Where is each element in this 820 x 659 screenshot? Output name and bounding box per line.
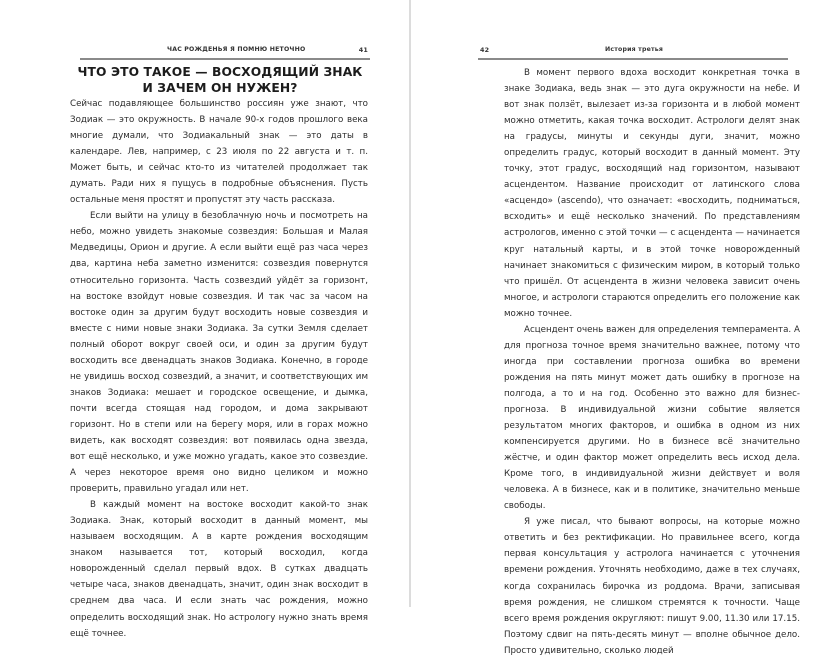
body-text	[70, 96, 368, 642]
page-number: 41	[358, 46, 368, 54]
paragraph: В момент первого вдоха восходит конкретная точка в знаке Зодиака, ведь знак — это дуга окружности на небе. И вот знак ползёт, вылезает из-за горизонта и в любой момент можно отметить, какая точка восходит. Астрологи делят знак на градусы, минуты и секунды дуги, значит, можно определить градус, который восходит в данный момент. Эту точку, этот градус, восходящий над горизонтом, называют асцендентом. Название происходит от латинского слова «асцендо» (ascendo), что означает: «восходить, подниматься, всходить» и ещё несколько значений. По представлениям астрологов, именно с этой точки — с асцендента — начинается круг натальный карты, и в этой точке новорожденный начинает знакомиться с физическим миром, в который только что пришёл. От асцендента в жизни человека зависит очень многое, и астрологи стараются определить его положение как можно точнее.	[504, 68, 800, 319]
left-page	[40, 0, 380, 639]
header-rule	[478, 58, 788, 60]
right-page	[480, 0, 820, 656]
paragraph: Сейчас подавляющее большинство россиян уже знают, что Зодиак — это окружность. В начале 90-х годов прошлого века многие думали, что Зодиакальный знак — это даты в календаре. Лев, например, с 23 июля по 22 августа и т. п. Может быть, и сейчас кто-то из читателей продолжает так думать. Ради них я пущусь в подробные объяснения. Пусть остальные меня простят и пропустят эту часть рассказа.	[70, 99, 368, 206]
running-header	[72, 46, 368, 56]
paragraph: Если выйти на улицу в безоблачную ночь и посмотреть на небо, можно увидеть знакомые созвездия: Большая и Малая Медведицы, Орион и другие. А если выйти ещё раз часа через два, картина неба заметно изменится: созвездия повернутся относительно горизонта. Часть созвездий уйдёт за горизонт, на востоке взойдут новые созвездия. И так час за часом на востоке один за другим будут восходить новые созвездия и вместе с ними новые знаки Зодиака. За сутки Земля сделает полный оборот вокруг своей оси, и один за другим будут восходить все двенадцать знаков Зодиака. Конечно, в городе не увидишь восход созвездий, а значит, и соответствующих им знаков Зодиака: мешает и городское освещение, и дымка, почти всегда стоящая над городом, и дома закрывают горизонт. Но в степи или на берегу моря, или в горах можно видеть, как восходят созвездия: вот появилась одна звезда, вот ещё несколько, и уже можно угадать, какое это созвездие. А через некоторое время оно видно целиком и можно проверить, правильно угадал или нет.	[70, 211, 368, 495]
running-head-title: История третья	[605, 46, 664, 53]
page-number: 42	[480, 46, 490, 54]
paragraph: Я уже писал, что бывают вопросы, на которые можно ответить и без ректификации. Но правильнее всего, когда первая консультация у астролога начинается с уточнения времени рождения. Уточнять необходимо, даже в тех случаях, когда сохранилась бирочка из роддома. Врачи, записывая время рождения, не слишком стремятся к точности. Чаще всего время рождения округляют: пишут 9.00, 11.30 или 17.15. Поэтому сдвиг на пять-десять минут — вполне обычное дело. Просто удивительно, сколько людей	[504, 517, 800, 656]
body-text	[504, 65, 800, 659]
paragraph: Асцендент очень важен для определения темперамента. А для прогноза точное время значительно важнее, потому что иногда при составлении прогноза ошибка во времени рождения на пять минут может дать ошибку в прогнозе на полгода, а то и на год. Особенно это важно для бизнес-прогноза. В индивидуальной жизни событие является результатом многих факторов, и ошибка в одном из них компенсируется другими. Но в бизнесе всё значительно жёстче, и один фактор может определить весь исход дела. Кроме того, в индивидуальной жизни действует и воля человека. А в бизнесе, как и в политике, значительно меньше свободы.	[504, 324, 800, 512]
running-head-title: ЧАС РОЖДЕНЬЯ Я ПОМНЮ НЕТОЧНО	[167, 46, 306, 53]
header-rule	[80, 58, 370, 60]
section-heading: ЧТО ЭТО ТАКОЕ — ВОСХОДЯЩИЙ ЗНАК И ЗАЧЕМ ОН НУЖЕН?	[77, 65, 363, 95]
book-gutter	[409, 0, 411, 607]
paragraph: В каждый момент на востоке восходит какой-то знак Зодиака. Знак, который восходит в данный момент, мы называем восходящим. А в карте рождения восходящим знаком называется тот, который восходил, когда новорожденный сделал первый вдох. В сутках двадцать четыре часа, знаков двенадцать, значит, один знак восходит в среднем два часа. И если знать час рождения, можно определить восходящий знак. Но астрологу нужно знать время ещё точнее.	[70, 500, 368, 639]
running-header	[480, 46, 780, 56]
